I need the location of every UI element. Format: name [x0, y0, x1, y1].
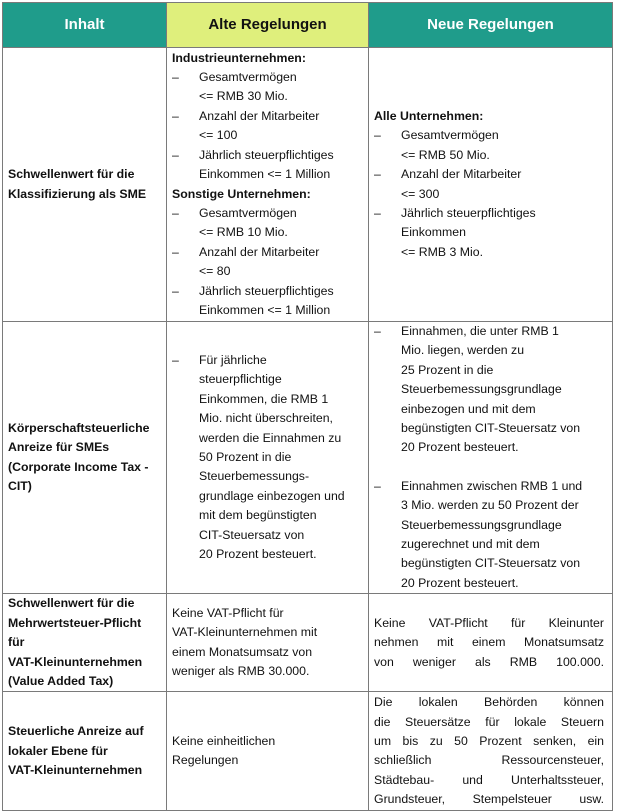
item-text: 20 Prozent besteuert. [401, 440, 519, 455]
old-rule-sme-threshold [167, 48, 369, 322]
item-text: <= 100 [199, 128, 238, 143]
item-text: 20 Prozent besteuert. [199, 546, 317, 561]
label-line: Körperschaftsteuerliche [8, 420, 150, 435]
header-neue-regelungen: Neue Regelungen [369, 3, 613, 48]
item-text: Mio. nicht überschreiten, [199, 411, 333, 426]
dash: – [374, 324, 381, 338]
item-text: Anzahl der Mitarbeiter [401, 167, 522, 182]
label-line: VAT-Kleinunternehmen [8, 654, 143, 669]
item-text: Einnahmen, die unter RMB 1 [401, 324, 559, 338]
list-item [374, 477, 612, 496]
label-line: Schwellenwert für die [8, 596, 135, 611]
item-text: grundlage einbezogen und [199, 488, 345, 503]
text-line: Städtebau- und Unterhaltssteuer, [374, 772, 604, 787]
group-title-other: Sonstige Unternehmen: [172, 186, 311, 201]
header-alte-regelungen: Alte Regelungen [167, 3, 369, 48]
list-item [172, 351, 368, 370]
item-text: <= RMB 30 Mio. [199, 89, 288, 104]
dash: – [172, 108, 179, 123]
item-text: Gesamtvermögen [199, 205, 297, 220]
item-text: <= RMB 10 Mio. [199, 225, 288, 240]
item-text: steuerpflichtige [199, 372, 282, 387]
label-line: für [8, 635, 25, 650]
item-text: 20 Prozent besteuert. [401, 575, 519, 590]
label-line: Mehrwertsteuer-Pflicht [8, 615, 142, 630]
new-rule-local-incentives [369, 692, 613, 811]
list-item [374, 204, 612, 223]
item-text: mit dem begünstigten [199, 508, 317, 523]
text-line: Keine VAT-Pflicht für [172, 605, 284, 620]
row-label-cit-incentives [3, 322, 167, 594]
item-text: Einkommen [401, 225, 466, 240]
new-rule-sme-threshold [369, 48, 613, 322]
row-label-local-incentives [3, 692, 167, 811]
text-line: um bis zu 50 Prozent senken, ein [374, 733, 604, 748]
item-text: begünstigten CIT-Steuersatz von [401, 556, 581, 571]
item-text: Jährlich steuerpflichtiges [199, 283, 334, 298]
list-item [172, 146, 368, 165]
item-text: Steuerbemessungsgrundlage [401, 382, 562, 397]
header-inhalt: Inhalt [3, 3, 167, 48]
label-line: CIT) [8, 479, 32, 494]
table-row [3, 48, 613, 322]
item-text: 50 Prozent in die [199, 449, 292, 464]
item-text: CIT-Steuersatz von [199, 527, 305, 542]
dash: – [172, 244, 179, 259]
item-text: <= 300 [401, 186, 440, 201]
new-rule-cit-incentives [369, 322, 613, 594]
group-title-industry: Industrieunternehmen: [172, 50, 306, 65]
text-line: Keine einheitlichen [172, 733, 276, 748]
item-text: einbezogen und mit dem [401, 401, 536, 416]
row-label-vat-threshold [3, 594, 167, 692]
text-line: einem Monatsumsatz von [172, 644, 313, 659]
dash: – [374, 167, 381, 182]
list-item [172, 243, 368, 262]
list-item [374, 165, 612, 184]
item-text: Einkommen, die RMB 1 [199, 391, 329, 406]
table-row [3, 322, 613, 594]
table-row [3, 692, 613, 811]
item-text: Anzahl der Mitarbeiter [199, 108, 320, 123]
new-rule-vat-threshold [369, 594, 613, 692]
dash: – [374, 205, 381, 220]
list-item [374, 322, 612, 341]
text-line: Grundsteuer, Stempelsteuer usw. [374, 792, 604, 807]
item-text: 3 Mio. werden zu 50 Prozent der [401, 498, 579, 513]
item-text: Steuerbemessungsgrundlage [401, 517, 562, 532]
item-text: <= RMB 50 Mio. [401, 147, 490, 162]
dash: – [172, 352, 179, 367]
item-text: Für jährliche [199, 352, 267, 367]
item-text: Gesamtvermögen [199, 70, 297, 85]
group-title-all: Alle Unternehmen: [374, 108, 484, 123]
item-text: Jährlich steuerpflichtiges [199, 147, 334, 162]
text-line: weniger als RMB 30.000. [172, 664, 310, 679]
dash: – [374, 128, 381, 143]
label-line: Steuerliche Anreize auf [8, 724, 144, 739]
text-line: Keine VAT-Pflicht für Kleinunter [374, 615, 604, 630]
list-item [172, 282, 368, 301]
item-text: Gesamtvermögen [401, 128, 499, 143]
text-line: nehmen mit einem Monatsumsatz [374, 635, 604, 650]
old-rule-vat-threshold [167, 594, 369, 692]
label-line: Klassifizierung als SME [8, 186, 147, 201]
list-item [374, 126, 612, 145]
dash: – [172, 205, 179, 220]
label-line: VAT-Kleinunternehmen [8, 763, 143, 778]
item-text: Steuerbemessungs- [199, 469, 310, 484]
list-item [172, 107, 368, 126]
text-line: VAT-Kleinunternehmen mit [172, 625, 318, 640]
item-text: zugerechnet und mit dem [401, 537, 540, 552]
item-text: begünstigten CIT-Steuersatz von [401, 421, 581, 436]
header-row [3, 3, 613, 48]
dash: – [172, 147, 179, 162]
dash: – [172, 283, 179, 298]
text-line: Die lokalen Behörden können [374, 695, 604, 710]
item-text: <= RMB 3 Mio. [401, 244, 484, 259]
table-row [3, 594, 613, 692]
old-rule-local-incentives [167, 692, 369, 811]
label-line: (Corporate Income Tax - [8, 459, 149, 474]
item-text: Mio. liegen, werden zu [401, 343, 525, 358]
text-line: die Steuersätze für lokale Steuern [374, 714, 604, 729]
dash: – [172, 70, 179, 85]
item-text: Jährlich steuerpflichtiges [401, 205, 536, 220]
text-line: Regelungen [172, 753, 239, 768]
list-item [172, 204, 368, 223]
label-line: Schwellenwert für die [8, 167, 135, 182]
old-rule-cit-incentives [167, 322, 369, 594]
dash: – [374, 478, 381, 493]
item-text: Einkommen <= 1 Million [199, 302, 331, 317]
item-text: Anzahl der Mitarbeiter [199, 244, 320, 259]
list-item [172, 68, 368, 87]
item-text: werden die Einnahmen zu [199, 430, 342, 445]
label-line: Anreize für SMEs [8, 440, 110, 455]
text-line: schließlich Ressourcensteuer, [374, 753, 604, 768]
item-text: <= 80 [199, 264, 231, 279]
label-line: lokaler Ebene für [8, 743, 108, 758]
item-text: Einnahmen zwischen RMB 1 und [401, 478, 583, 493]
item-text: 25 Prozent in die [401, 362, 494, 377]
label-line: (Value Added Tax) [8, 673, 114, 688]
text-line: von weniger als RMB 100.000. [374, 654, 604, 669]
item-text: Einkommen <= 1 Million [199, 167, 331, 182]
comparison-table [2, 2, 613, 811]
row-label-sme-threshold [3, 48, 167, 322]
